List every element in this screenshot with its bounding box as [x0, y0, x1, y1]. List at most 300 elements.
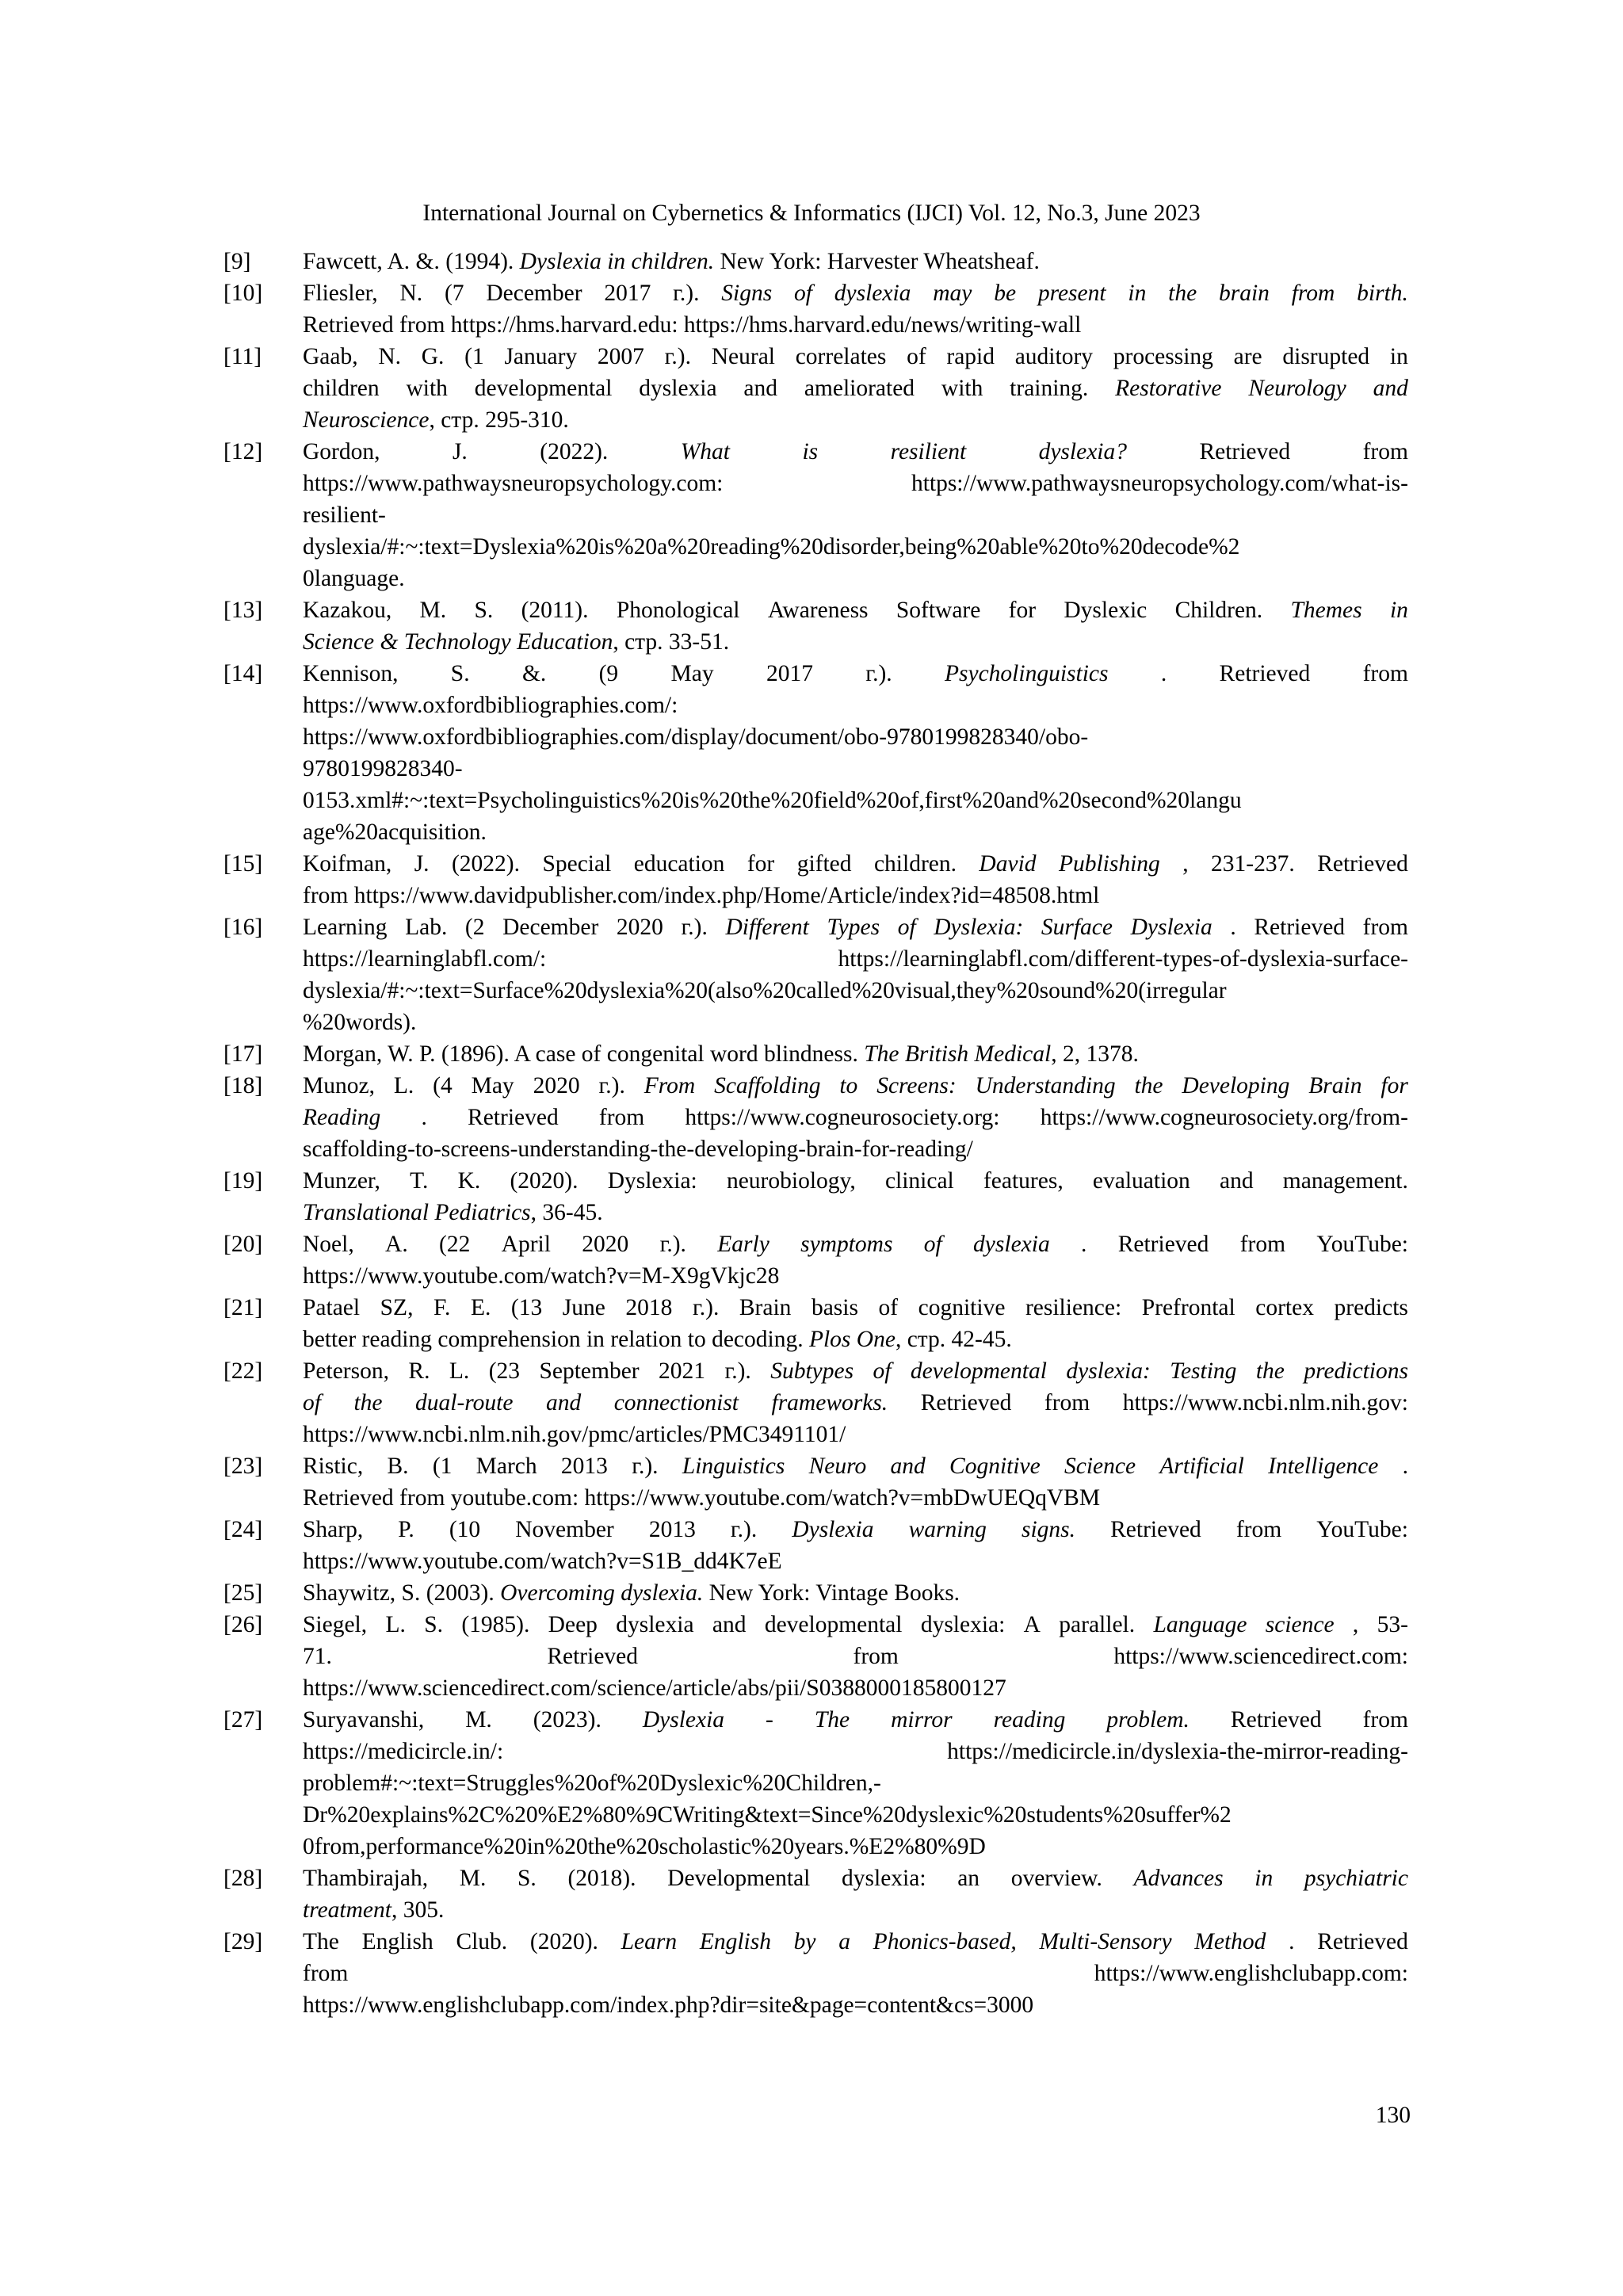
- reference-entry: [0, 277, 1623, 341]
- word: https://learninglabfl.com/different-types-of-dyslexia-surface-: [838, 946, 1408, 972]
- word: 231-237.: [1211, 851, 1295, 877]
- reference-line: [303, 658, 1408, 690]
- italic-word: dyslexia: [973, 1232, 1050, 1257]
- word: Peterson,: [303, 1358, 389, 1384]
- word: Brain: [739, 1295, 792, 1320]
- word: features,: [983, 1168, 1064, 1194]
- italic-word: Subtypes: [770, 1358, 854, 1384]
- text-segment: New York: Harvester Wheatsheaf.: [714, 249, 1040, 274]
- word: and: [712, 1612, 747, 1637]
- word: The: [303, 1929, 339, 1954]
- italic-word: Themes: [1290, 598, 1362, 623]
- italic-word: developmental: [910, 1358, 1047, 1384]
- reference-number: [26]: [223, 1612, 263, 1637]
- italic-segment: Overcoming dyslexia.: [500, 1580, 704, 1606]
- word: ,: [1182, 851, 1189, 877]
- word: (2: [464, 915, 485, 940]
- word: Dyslexic: [1064, 598, 1148, 623]
- italic-word: Language: [1153, 1612, 1247, 1637]
- reference-line: [303, 1387, 1408, 1419]
- reference-line: [303, 341, 1408, 372]
- word: G.: [421, 344, 445, 369]
- reference-entry: [0, 1609, 1623, 1704]
- reference-line: [303, 1799, 1408, 1831]
- word: https://www.ncbi.nlm.nih.gov:: [1122, 1390, 1408, 1415]
- italic-word: Learn: [621, 1929, 678, 1954]
- italic-word: by: [793, 1929, 816, 1954]
- word: J.: [414, 851, 430, 877]
- word: for: [1008, 598, 1037, 623]
- word: (4: [433, 1073, 453, 1098]
- word: Lab.: [405, 915, 448, 940]
- reference-line: [303, 1736, 1408, 1767]
- text-segment: Fawcett, A. &. (1994).: [303, 249, 520, 274]
- italic-word: Scaffolding: [714, 1073, 821, 1098]
- word: for: [747, 851, 775, 877]
- word: Retrieved: [1199, 439, 1291, 464]
- word: Suryavanshi,: [303, 1707, 425, 1733]
- italic-word: Phonics-based,: [873, 1929, 1017, 1954]
- reference-entry: [0, 1704, 1623, 1862]
- reference-line: [303, 594, 1408, 626]
- italic-word: Method: [1194, 1929, 1266, 1954]
- word: (2020).: [529, 1929, 598, 1954]
- text-segment: better reading comprehension in relation to decoding.: [303, 1327, 809, 1352]
- reference-entry: [0, 594, 1623, 658]
- reference-text: [303, 1355, 1408, 1450]
- italic-word: Testing: [1170, 1358, 1237, 1384]
- reference-number: [9]: [223, 249, 251, 274]
- reference-number: [21]: [223, 1295, 263, 1320]
- word: an: [957, 1866, 980, 1891]
- reference-entry: [0, 1228, 1623, 1292]
- reference-line: [303, 816, 1408, 848]
- word: children: [303, 376, 380, 401]
- word: https://www.englishclubapp.com:: [1094, 1961, 1408, 1986]
- word: E.: [470, 1295, 491, 1320]
- reference-number: [28]: [223, 1866, 263, 1891]
- reference-number: [16]: [223, 915, 263, 940]
- word: dyslexia:: [842, 1866, 926, 1891]
- word: Retrieved: [1110, 1517, 1201, 1542]
- text-segment: from https://www.davidpublisher.com/index.php/Home/Article/index?id=48508.html: [303, 883, 1100, 908]
- reference-line: [303, 499, 1408, 531]
- reference-entry: [0, 658, 1623, 848]
- word: Phonological: [616, 598, 740, 623]
- reference-text: [303, 341, 1408, 436]
- word: (1: [432, 1454, 453, 1479]
- italic-word: is: [802, 439, 819, 464]
- reference-number: [25]: [223, 1580, 263, 1606]
- reference-entry: [0, 341, 1623, 436]
- reference-line: [303, 1989, 1408, 2021]
- italic-word: predictions: [1304, 1358, 1408, 1384]
- italic-segment: treatment: [303, 1897, 391, 1923]
- word: г.).: [681, 915, 708, 940]
- reference-entry: [0, 246, 1623, 277]
- reference-text: [303, 1228, 1408, 1292]
- italic-word: Neuro: [808, 1454, 867, 1479]
- reference-line: [303, 1704, 1408, 1736]
- reference-entry: [0, 1165, 1623, 1228]
- word: Retrieved: [1117, 1232, 1209, 1257]
- italic-word: science: [1265, 1612, 1335, 1637]
- reference-number: [18]: [223, 1073, 263, 1098]
- word: November: [515, 1517, 614, 1542]
- word: .: [1160, 661, 1167, 686]
- italic-word: Signs: [721, 281, 773, 306]
- italic-word: in: [1254, 1866, 1274, 1891]
- word: г.).: [692, 1295, 720, 1320]
- text-segment: Retrieved from youtube.com: https://www.youtube.com/watch?v=mbDwUEQqVBM: [303, 1485, 1101, 1511]
- italic-word: birth.: [1357, 281, 1408, 306]
- reference-line: [303, 372, 1408, 404]
- reference-text: [303, 277, 1408, 341]
- italic-word: the: [1168, 281, 1197, 306]
- reference-text: [303, 1704, 1408, 1862]
- word: (23: [488, 1358, 521, 1384]
- word: L.: [449, 1358, 470, 1384]
- reference-line: [303, 1958, 1408, 1989]
- word: September: [539, 1358, 640, 1384]
- italic-word: dual-route: [415, 1390, 514, 1415]
- word: г.).: [673, 281, 700, 306]
- italic-word: connectionist: [613, 1390, 739, 1415]
- reference-number: [24]: [223, 1517, 263, 1542]
- word: YouTube:: [1316, 1517, 1408, 1542]
- reference-line: [303, 626, 1408, 658]
- italic-word: Dyslexia:: [934, 915, 1024, 940]
- word: processing: [1113, 344, 1213, 369]
- italic-word: Dyslexia: [642, 1707, 725, 1733]
- word: .: [1230, 915, 1236, 940]
- reference-line: [303, 1514, 1408, 1545]
- word: https://medicircle.in/:: [303, 1739, 504, 1764]
- text-segment: , стр. 42-45.: [895, 1327, 1012, 1352]
- reference-line: [303, 1482, 1408, 1514]
- reference-text: [303, 1577, 1408, 1609]
- word: г.).: [724, 1358, 751, 1384]
- word: gifted: [796, 851, 852, 877]
- reference-line: [303, 1419, 1408, 1450]
- reference-line: [303, 1831, 1408, 1862]
- reference-text: [303, 911, 1408, 1038]
- word: from: [1239, 1232, 1286, 1257]
- reference-line: [303, 531, 1408, 563]
- word: Special: [542, 851, 612, 877]
- word: April: [501, 1232, 551, 1257]
- italic-word: psychiatric: [1304, 1866, 1408, 1891]
- word: 2013: [648, 1517, 696, 1542]
- italic-word: of: [794, 281, 812, 306]
- italic-word: dyslexia: [834, 281, 911, 306]
- reference-line: [303, 690, 1408, 721]
- italic-word: Surface: [1041, 915, 1113, 940]
- word: Dyslexia:: [607, 1168, 697, 1194]
- italic-word: Types: [827, 915, 880, 940]
- word: F.: [433, 1295, 451, 1320]
- word: г.).: [632, 1454, 659, 1479]
- reference-line: [303, 975, 1408, 1007]
- italic-word: in: [1389, 598, 1408, 623]
- word: and: [743, 376, 777, 401]
- word: Club.: [456, 1929, 508, 1954]
- reference-line: [303, 1070, 1408, 1102]
- reference-line: [303, 1641, 1408, 1672]
- word: 2021: [659, 1358, 706, 1384]
- text-segment: problem#:~:text=Struggles%20of%20Dyslexic%20Children,-: [303, 1771, 881, 1796]
- text-segment: 0153.xml#:~:text=Psycholinguistics%20is%20the%20field%20of,first%20and%20second%20langu: [303, 788, 1242, 813]
- text-segment: https://www.englishclubapp.com/index.php?dir=site&page=content&cs=3000: [303, 1992, 1034, 2018]
- text-segment: , стр. 33-51.: [613, 629, 730, 655]
- italic-segment: Neuroscience: [303, 407, 430, 433]
- text-segment: dyslexia/#:~:text=Dyslexia%20is%20a%20reading%20disorder,being%20able%20to%20decode%2: [303, 534, 1240, 560]
- word: (9: [598, 661, 619, 686]
- reference-line: [303, 1545, 1408, 1577]
- reference-entry: [0, 1862, 1623, 1926]
- word: (1985).: [461, 1612, 530, 1637]
- text-segment: age%20acquisition.: [303, 819, 487, 845]
- reference-line: [303, 1862, 1408, 1894]
- reference-line: [303, 785, 1408, 816]
- reference-line: [303, 1450, 1408, 1482]
- word: January: [504, 344, 578, 369]
- reference-line: [303, 880, 1408, 911]
- word: &.: [521, 661, 547, 686]
- reference-line: [303, 1007, 1408, 1038]
- word: M.: [465, 1707, 492, 1733]
- word: and: [1219, 1168, 1254, 1194]
- word: cortex: [1255, 1295, 1314, 1320]
- word: Retrieved: [468, 1105, 559, 1130]
- word: Munoz,: [303, 1073, 375, 1098]
- word: 2020: [533, 1073, 580, 1098]
- word: 71.: [303, 1644, 332, 1669]
- italic-word: mirror: [891, 1707, 953, 1733]
- reference-text: [303, 436, 1408, 594]
- word: Sharp,: [303, 1517, 364, 1542]
- word: auditory: [1014, 344, 1094, 369]
- reference-line: [303, 848, 1408, 880]
- word: B.: [387, 1454, 409, 1479]
- word: Retrieved: [547, 1644, 639, 1669]
- word: https://www.cogneurosociety.org:: [685, 1105, 1000, 1130]
- word: Noel,: [303, 1232, 354, 1257]
- reference-line: [303, 911, 1408, 943]
- text-segment: %20words).: [303, 1010, 417, 1035]
- word: May: [471, 1073, 514, 1098]
- word: of: [878, 1295, 899, 1320]
- word: M.: [419, 598, 447, 623]
- italic-word: and: [890, 1454, 926, 1479]
- word: children.: [873, 851, 957, 877]
- italic-word: to: [839, 1073, 858, 1098]
- word: г.).: [664, 344, 691, 369]
- reference-number: [27]: [223, 1707, 263, 1733]
- italic-word: David: [979, 851, 1037, 877]
- page-number: 130: [1375, 2103, 1411, 2128]
- italic-word: symptoms: [800, 1232, 893, 1257]
- word: N.: [399, 281, 423, 306]
- italic-segment: The British Medical: [864, 1041, 1052, 1067]
- word: A.: [385, 1232, 408, 1257]
- word: 2020: [582, 1232, 629, 1257]
- word: from: [1362, 439, 1408, 464]
- italic-word: Reading: [303, 1105, 381, 1130]
- reference-line: [303, 309, 1408, 341]
- text-segment: scaffolding-to-screens-understanding-the-developing-brain-for-reading/: [303, 1137, 973, 1162]
- word: K.: [457, 1168, 481, 1194]
- reference-number: [29]: [223, 1929, 263, 1954]
- word: in: [1389, 344, 1408, 369]
- word: December: [502, 915, 599, 940]
- italic-word: the: [1255, 1358, 1285, 1384]
- word: R.: [408, 1358, 430, 1384]
- italic-word: Artificial: [1159, 1454, 1244, 1479]
- word: 2007: [597, 344, 644, 369]
- reference-text: [303, 1070, 1408, 1165]
- word: (22: [439, 1232, 471, 1257]
- word: ,: [1352, 1612, 1359, 1637]
- word: https://www.pathwaysneuropsychology.com:: [303, 471, 724, 496]
- text-segment: , стр. 295-310.: [429, 407, 569, 433]
- word: December: [486, 281, 582, 306]
- reference-number: [15]: [223, 851, 263, 877]
- word: г.).: [598, 1073, 625, 1098]
- italic-word: warning: [908, 1517, 987, 1542]
- word: Munzer,: [303, 1168, 380, 1194]
- word: Fliesler,: [303, 281, 378, 306]
- reference-text: [303, 246, 1408, 277]
- italic-word: Psycholinguistics: [945, 661, 1109, 686]
- italic-word: English: [699, 1929, 771, 1954]
- word: 2017: [766, 661, 813, 686]
- text-segment: https://www.youtube.com/watch?v=S1B_dd4K7eE: [303, 1549, 782, 1574]
- italic-word: brain: [1218, 281, 1270, 306]
- word: dyslexia: [639, 376, 717, 401]
- word: (10: [449, 1517, 481, 1542]
- italic-word: Multi-Sensory: [1039, 1929, 1172, 1954]
- reference-line: [303, 1260, 1408, 1292]
- word: Retrieved: [920, 1390, 1012, 1415]
- reference-line: [303, 1355, 1408, 1387]
- reference-number: [19]: [223, 1168, 263, 1194]
- word: г.).: [730, 1517, 758, 1542]
- reference-line: [303, 246, 1408, 277]
- reference-line: [303, 1926, 1408, 1958]
- reference-text: [303, 658, 1408, 848]
- word: ameliorated: [804, 376, 915, 401]
- word: from: [303, 1961, 349, 1986]
- text-segment: , 305.: [391, 1897, 445, 1923]
- italic-word: Science: [1064, 1454, 1136, 1479]
- italic-word: dyslexia?: [1038, 439, 1127, 464]
- word: https://www.sciencedirect.com:: [1113, 1644, 1408, 1669]
- word: developmental: [474, 376, 613, 401]
- reference-line: [303, 753, 1408, 785]
- reference-line: [303, 1577, 1408, 1609]
- text-segment: 0language.: [303, 566, 405, 591]
- reference-text: [303, 1165, 1408, 1228]
- word: Kazakou,: [303, 598, 392, 623]
- word: T.: [410, 1168, 429, 1194]
- italic-segment: Translational Pediatrics: [303, 1200, 531, 1225]
- reference-number: [12]: [223, 439, 263, 464]
- italic-word: dyslexia:: [1066, 1358, 1151, 1384]
- italic-word: The: [814, 1707, 850, 1733]
- word: YouTube:: [1316, 1232, 1408, 1257]
- word: from: [1235, 1517, 1282, 1542]
- word: neurobiology,: [726, 1168, 856, 1194]
- reference-entry: [0, 1070, 1623, 1165]
- italic-word: -: [766, 1707, 773, 1733]
- word: https://medicircle.in/dyslexia-the-mirror-reading-: [947, 1739, 1408, 1764]
- reference-entry: [0, 1038, 1623, 1070]
- reference-entry: [0, 1514, 1623, 1577]
- text-segment: resilient-: [303, 502, 386, 528]
- running-header: International Journal on Cybernetics & Informatics (IJCI) Vol. 12, No.3, June 2023: [422, 201, 1201, 226]
- word: (2022).: [540, 439, 609, 464]
- word: correlates: [795, 344, 887, 369]
- word: May: [670, 661, 714, 686]
- italic-word: the: [1134, 1073, 1163, 1098]
- italic-word: signs.: [1022, 1517, 1076, 1542]
- italic-word: reading: [993, 1707, 1066, 1733]
- word: resilience:: [1025, 1295, 1122, 1320]
- reference-text: [303, 594, 1408, 658]
- text-segment: Retrieved from https://hms.harvard.edu: https://hms.harvard.edu/news/writing-wall: [303, 312, 1082, 338]
- italic-word: Neurology: [1248, 376, 1346, 401]
- word: from: [598, 1105, 645, 1130]
- word: Kennison,: [303, 661, 399, 686]
- italic-segment: Plos One: [808, 1327, 896, 1352]
- reference-text: [303, 1038, 1408, 1070]
- reference-text: [303, 1926, 1408, 2021]
- word: evaluation: [1092, 1168, 1190, 1194]
- word: 2020: [616, 915, 663, 940]
- italic-word: Different: [725, 915, 809, 940]
- word: L.: [385, 1612, 406, 1637]
- word: Retrieved: [1317, 1929, 1408, 1954]
- italic-word: Cognitive: [949, 1454, 1041, 1479]
- reference-line: [303, 1165, 1408, 1197]
- word: (2011).: [521, 598, 589, 623]
- word: Retrieved: [1230, 1707, 1322, 1733]
- word: (2020).: [510, 1168, 579, 1194]
- word: management.: [1282, 1168, 1408, 1194]
- word: dyslexia: [616, 1612, 694, 1637]
- italic-word: of: [923, 1232, 942, 1257]
- word: L.: [393, 1073, 414, 1098]
- word: A: [1023, 1612, 1041, 1637]
- word: .: [1081, 1232, 1087, 1257]
- italic-word: Intelligence: [1268, 1454, 1379, 1479]
- word: Learning: [303, 915, 388, 940]
- italic-word: in: [1128, 281, 1147, 306]
- reference-number: [17]: [223, 1041, 263, 1067]
- word: M.: [459, 1866, 487, 1891]
- reference-line: [303, 468, 1408, 499]
- italic-word: What: [680, 439, 730, 464]
- text-segment: 0from,performance%20in%20the%20scholastic%20years.%E2%80%9D: [303, 1834, 986, 1859]
- italic-word: present: [1037, 281, 1106, 306]
- reference-line: [303, 404, 1408, 436]
- reference-line: [303, 563, 1408, 594]
- text-segment: https://www.oxfordbibliographies.com/display/document/obo-9780199828340/obo-: [303, 724, 1089, 750]
- word: English: [361, 1929, 433, 1954]
- reference-line: [303, 1767, 1408, 1799]
- word: г.).: [865, 661, 892, 686]
